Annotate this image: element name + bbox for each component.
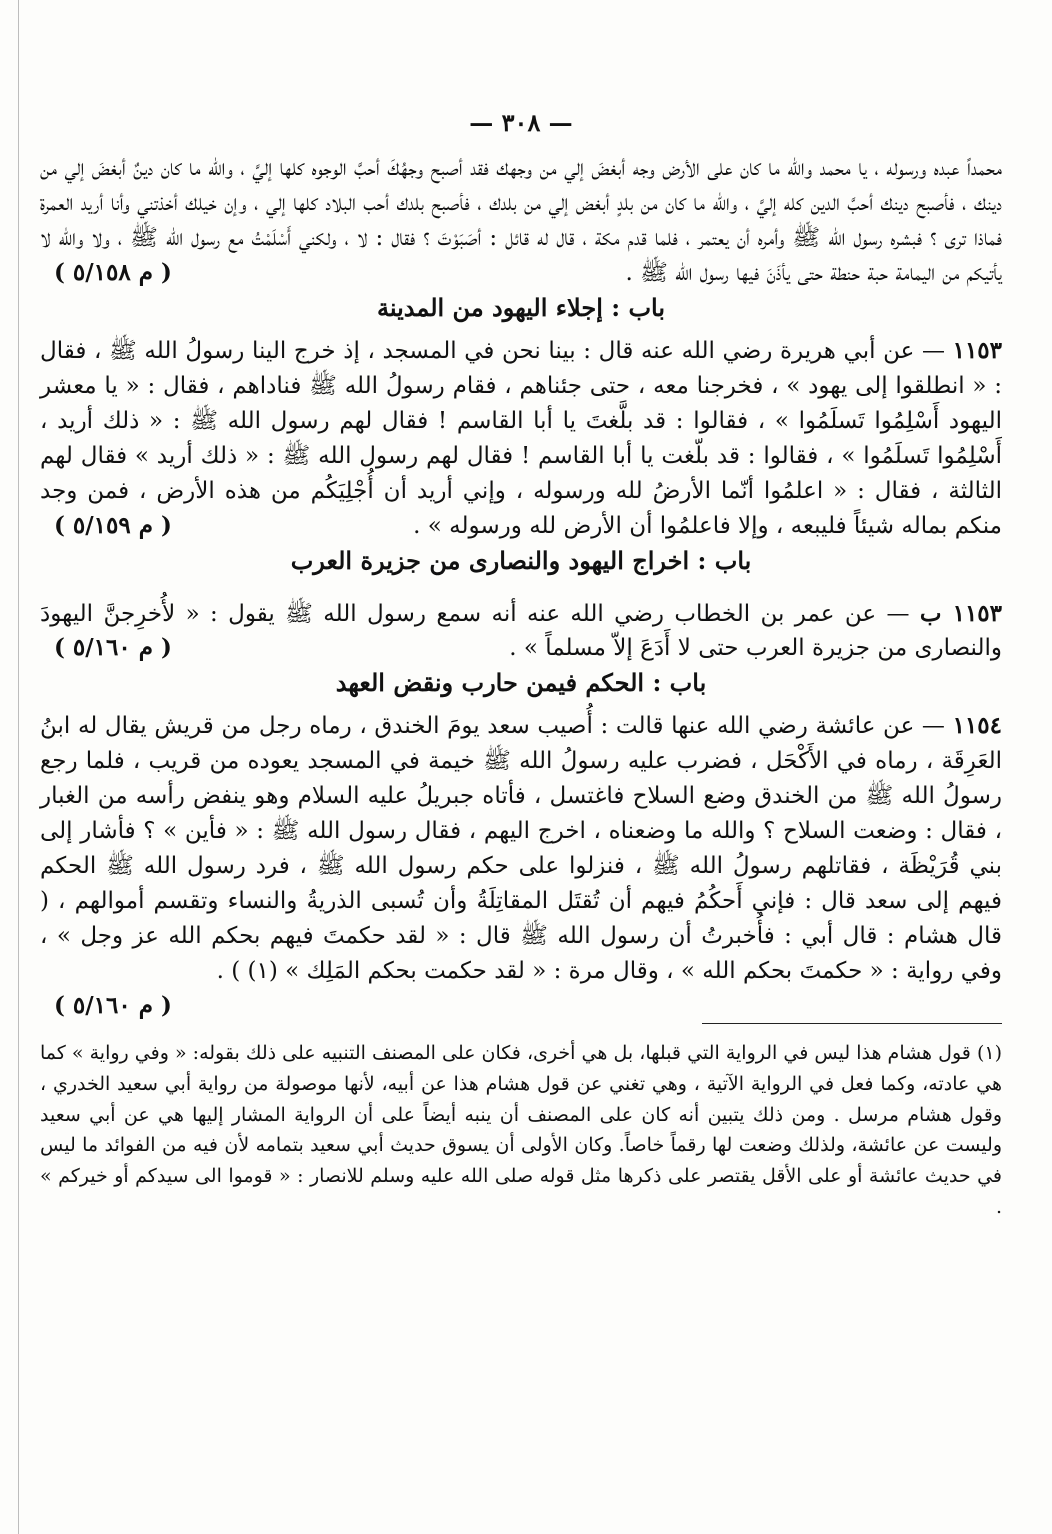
hadith-1153b [40, 597, 1002, 667]
page-content [40, 108, 1002, 1223]
footnote-divider [702, 1023, 1002, 1024]
margin-line [18, 0, 19, 1534]
chapter-heading-2: باب : اخراج اليهود والنصارى من جزيرة العرب [290, 545, 752, 575]
hadith-number: ١١٥٣ ب [919, 599, 1003, 627]
hadith-number: ١١٥٤ [952, 712, 1002, 740]
chapter-heading-3: باب : الحكم فيمن حارب ونقض العهد [335, 668, 707, 698]
hadith-1153 [40, 334, 1002, 544]
reference: ( م ٥/١٥٩ ) [54, 511, 172, 539]
page-number: — ٣٠٨ — [469, 108, 573, 137]
hadith-text: — عن عمر بن الخطاب رضي الله عنه أنه سمع رسول الله ﷺ يقول : « لأُخرِجنَّ اليهودَ والنصارى من جزيرة العرب حتى لا أَدَعَ إلاّ مسلماً » . [40, 600, 1002, 662]
hadith-text: — عن أبي هريرة رضي الله عنه قال : بينا نحن في المسجد ، إذ خرج الينا رسولُ الله ﷺ ، فقال : « انطلقوا إلى يهود » ، فخرجنا معه ، حتى جئناهم ، فقام رسولُ الله ﷺ فناداهم ، فقال : « يا معشر اليهود أَسْلِمُوا تَسلَمُوا » ، فقالوا : قد بلَّغتَ يا أبا القاسم ! فقال لهم رسول الله ﷺ : « ذلك أريد ، أَسْلِمُوا تَسلَمُوا » ، فقالوا : قد بلّغت يا أبا القاسم ! فقال لهم رسول الله ﷺ : « ذلك أريد » فقال لهم الثالثة ، فقال : « اعلمُوا أنّما الأرضُ لله ورسوله ، وإني أريد أن أُجْلِيَكُم من هذه الأرض ، فمن وجد منكم بماله شيئاً فليبعه ، وإلا فاعلمُوا أن الأرض لله ورسوله » . [40, 337, 1002, 539]
reference: ( م ٥/١٦٠ ) [54, 634, 172, 662]
hadith-text: — عن عائشة رضي الله عنها قالت : أُصيب سعد يومَ الخندق ، رماه رجل من قريش يقال له ابنُ العَرِقَة ، رماه في الأَكْحَل ، فضرب عليه رسولُ الله ﷺ خيمة في المسجد يعوده من قريب ، فلما رجع رسولُ الله ﷺ من الخندق وضع السلاح فاغتسل ، فأتاه جبريلُ عليه السلام وهو ينفض رأسه من الغبار ، فقال : وضعت السلاح ؟ والله ما وضعناه ، اخرج اليهم ، فقال رسول الله ﷺ : « فأين » ؟ فأشار إلى بني قُرَيْظَة ، فقاتلهم رسولُ الله ﷺ ، فنزلوا على حكم رسول الله ﷺ ، فرد رسول الله ﷺ الحكم فيهم إلى سعد قال : فإني أَحكُمُ فيهم أن تُقتَل المقاتِلَةُ وأن تُسبى الذريةُ والنساء وتقسم أموالهم ، ( قال هشام : قال أبي : فأُخبرتُ أن رسول الله ﷺ قال : « لقد حكمتَ فيهم بحكم الله عز وجل » ، وفي رواية : « حكمتَ بحكم الله » ، وقال مرة : « لقد حكمت بحكم المَلِك » (١) ) . [40, 713, 1002, 985]
hadith-number: ١١٥٣ [952, 336, 1003, 364]
reference: ( م ٥/١٦٠ ) [54, 992, 172, 1020]
paragraph-text: محمداً عبده ورسوله ، يا محمد والله ما كان على الأرض وجه أبغضَ إلي من وجهك فقد أصبح وجهُكَ أحبَّ الوجوه كلها إليَّ ، والله ما كان دينٌ أبغضَ إلي من دينك ، فأصبح دينك أحبَّ الدين كله إليَّ ، والله ما كان من بلدٍ أبغض إلي من بلدك ، فأصبح بلدك أحب البلاد كلها إلي ، وإن خيلك أخذتني وأنا أريد العمرة فماذا ترى ؟ فبشره رسول الله ﷺ وأمره أن يعتمر ، فلما قدم مكة ، قال له قائل : أصَبَوْتَ ؟ فقال : لا ، ولكني أَسْلَمْتُ مع رسول الله ﷺ ، ولا والله لا يأتيكم من اليمامة حبة حنطة حتى يأذَنَ فيها رسول الله ﷺ . [40, 155, 1002, 286]
chapter-heading-1: باب : إجلاء اليهود من المدينة [376, 292, 666, 322]
reference: ( م ٥/١٥٨ ) [54, 258, 172, 286]
hadith-1154 [40, 709, 1002, 1020]
paragraph-continued [40, 151, 1002, 291]
footnote: (١) قول هشام هذا ليس في الرواية التي قبلها، بل هي أخرى، فكان على المصنف التنبيه على ذلك بقوله: « وفي رواية » كما هي عادته، وكما فعل في الرواية الآتية ، وهي تغني عن قول هشام هذا عن أبيه، لأنها موصولة من رواية أبي سعيد الخدري ، وقول هشام مرسل . ومن ذلك يتبين أنه كان على المصنف أن ينبه أيضاً على أن الرواية المشار إليها هي عن أبي سعيد وليست عن عائشة، ولذلك وضعت لها رقماً خاصاً. وكان الأولى أن يسوق حديث أبي سعيد بتمامه لأن فيه من الفوائد ما ليس في حديث عائشة أو على الأقل يقتصر على ذكرها مثل قوله صلى الله عليه وسلم للانصار : « قوموا الى سيدكم أو خيركم » . [40, 1042, 1002, 1218]
